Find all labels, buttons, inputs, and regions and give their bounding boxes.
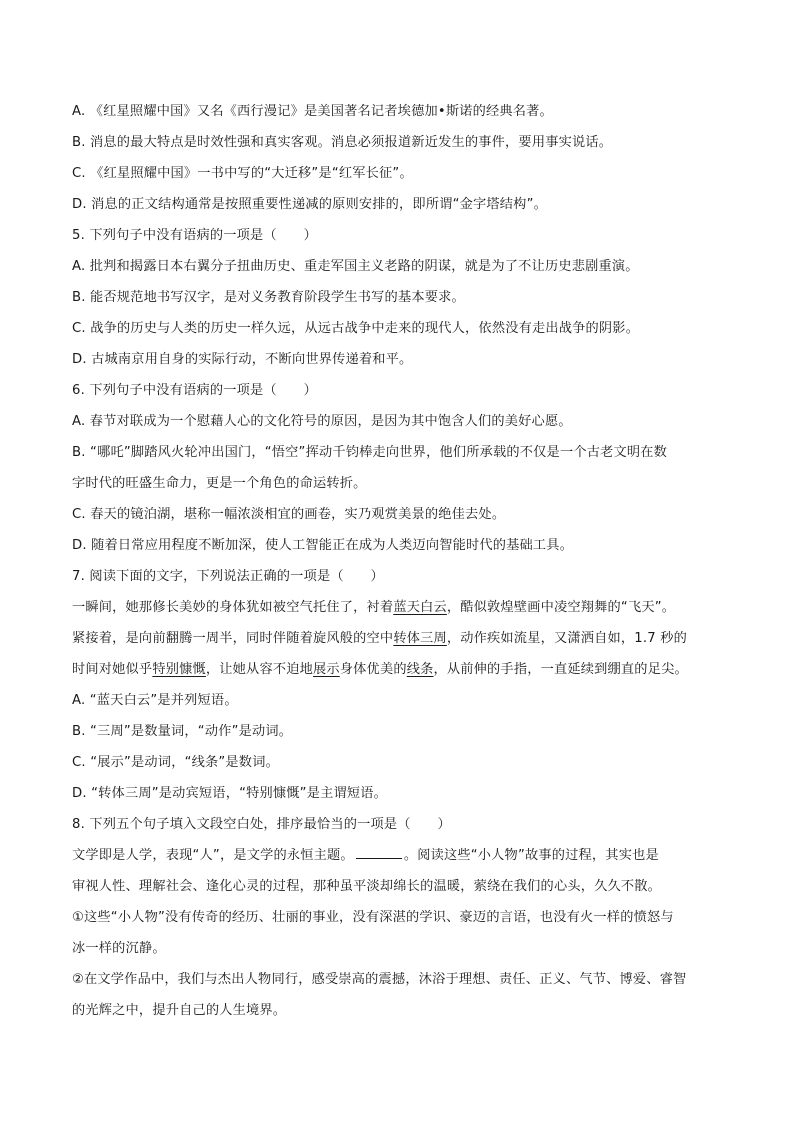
q8-text: 文学即是人学，表现“人”，是文学的永恒主题。 (72, 848, 354, 863)
exam-page (72, 96, 732, 1026)
q5-option-a: A. 批判和揭露日本右翼分子扭曲历史、重走军国主义老路的阴谋，就是为了不让历史悲剧重演。 (72, 259, 639, 274)
q7-option-d: D. “转体三周”是动宾短语，“特别慷慨”是主谓短语。 (72, 786, 388, 801)
q4-option-a: A. 《红星照耀中国》又名《西行漫记》是美国著名记者埃德加•斯诺的经典名著。 (72, 104, 553, 119)
q8-text: 。阅读这些“小人物”故事的过程，其实也是 (403, 848, 659, 863)
q6-stem: 6. 下列句子中没有语病的一项是（ ） (72, 383, 317, 398)
q7-text: 一瞬间，她那修长美妙的身体犹如被空气托住了，衬着 (72, 600, 394, 615)
q7-option-a: A. “蓝天白云”是并列短语。 (72, 693, 238, 708)
q8-sentence-2-line2: 的光辉之中，提升自己的人生境界。 (72, 1003, 287, 1018)
q7-text: ，让她从容不迫地 (205, 662, 313, 677)
q8-passage-line1 (72, 840, 732, 871)
q8-stem: 8. 下列五个句子填入文段空白处，排序最恰当的一项是（ ） (72, 817, 451, 832)
q8-sentence-2-line1: ②在文学作品中，我们与杰出人物同行，感受崇高的震撼，沐浴于理想、责任、正义、气节、博爱、睿智 (72, 972, 687, 987)
q6-option-d: D. 随着日常应用程度不断加深，使人工智能正在成为人类迈向智能时代的基础工具。 (72, 538, 574, 553)
q7-text: ，从前伸的手指，一直延续到绷直的足尖。 (433, 662, 688, 677)
q7-text: ，酷似敦煌壁画中凌空翔舞的“飞天”。 (446, 600, 676, 615)
q7-option-b: B. “三周”是数量词，“动作”是动词。 (72, 724, 293, 739)
q7-underlined-term: 线条 (406, 662, 434, 677)
q7-underlined-term: 转体三周 (393, 631, 447, 646)
q7-passage-line3 (72, 654, 732, 685)
q7-text: 身体优美的 (339, 662, 407, 677)
q7-text: 时间对她似乎 (72, 662, 153, 677)
q8-sentence-1-line1: ①这些“小人物”没有传奇的经历、壮丽的事业，没有深湛的学识、豪迈的言语，也没有火一样的愤怒与 (72, 910, 674, 925)
q4-option-d: D. 消息的正文结构通常是按照重要性递减的原则安排的，即所谓“金字塔结构”。 (72, 197, 547, 212)
q8-sentence-1-line2: 冰一样的沉静。 (72, 941, 166, 956)
q7-text: ，动作疾如流星，又潇洒自如，1.7 秒的 (446, 631, 688, 646)
q5-option-c: C. 战争的历史与人类的历史一样久远，从远古战争中走来的现代人，依然没有走出战争的阴影。 (72, 321, 640, 336)
q7-option-c: C. “展示”是动词，“线条”是数词。 (72, 755, 279, 770)
q7-stem: 7. 阅读下面的文字，下列说法正确的一项是（ ） (72, 569, 384, 584)
q7-underlined-term: 特别慷慨 (152, 662, 206, 677)
q4-option-b: B. 消息的最大特点是时效性强和真实客观。消息必须报道新近发生的事件，要用事实说话。 (72, 135, 613, 150)
fill-in-blank (356, 844, 402, 859)
q7-underlined-term: 展示 (313, 662, 340, 677)
q7-underlined-term: 蓝天白云 (393, 600, 447, 615)
q5-option-b: B. 能否规范地书写汉字，是对义务教育阶段学生书写的基本要求。 (72, 290, 465, 305)
q6-option-a: A. 春节对联成为一个慰藉人心的文化符号的原因，是因为其中饱含人们的美好心愿。 (72, 414, 572, 429)
q8-passage-line2: 审视人性、理解社会、逢化心灵的过程，那种虽平淡却绵长的温暖，萦绕在我们的心头，久久不散。 (72, 879, 662, 894)
q7-passage-line1 (72, 592, 732, 623)
q6-option-b-line2: 字时代的旺盛生命力，更是一个角色的命运转折。 (72, 476, 367, 491)
q7-text: 紧接着，是向前翻腾一周半，同时伴随着旋风般的空中 (72, 631, 394, 646)
q6-option-b-line1: B. “哪吒”脚踏风火轮冲出国门，“悟空”挥动千钧棒走向世界，他们所承载的不仅是一个古老文明在数 (72, 445, 668, 460)
q5-stem: 5. 下列句子中没有语病的一项是（ ） (72, 228, 317, 243)
q6-option-c: C. 春天的镜泊湖，堪称一幅浓淡相宜的画卷，实乃观赏美景的绝佳去处。 (72, 507, 506, 522)
q4-option-c: C. 《红星照耀中国》一书中写的“大迁移”是“红军长征”。 (72, 166, 413, 181)
q5-option-d: D. 古城南京用自身的实际行动，不断向世界传递着和平。 (72, 352, 413, 367)
q7-passage-line2 (72, 623, 732, 654)
